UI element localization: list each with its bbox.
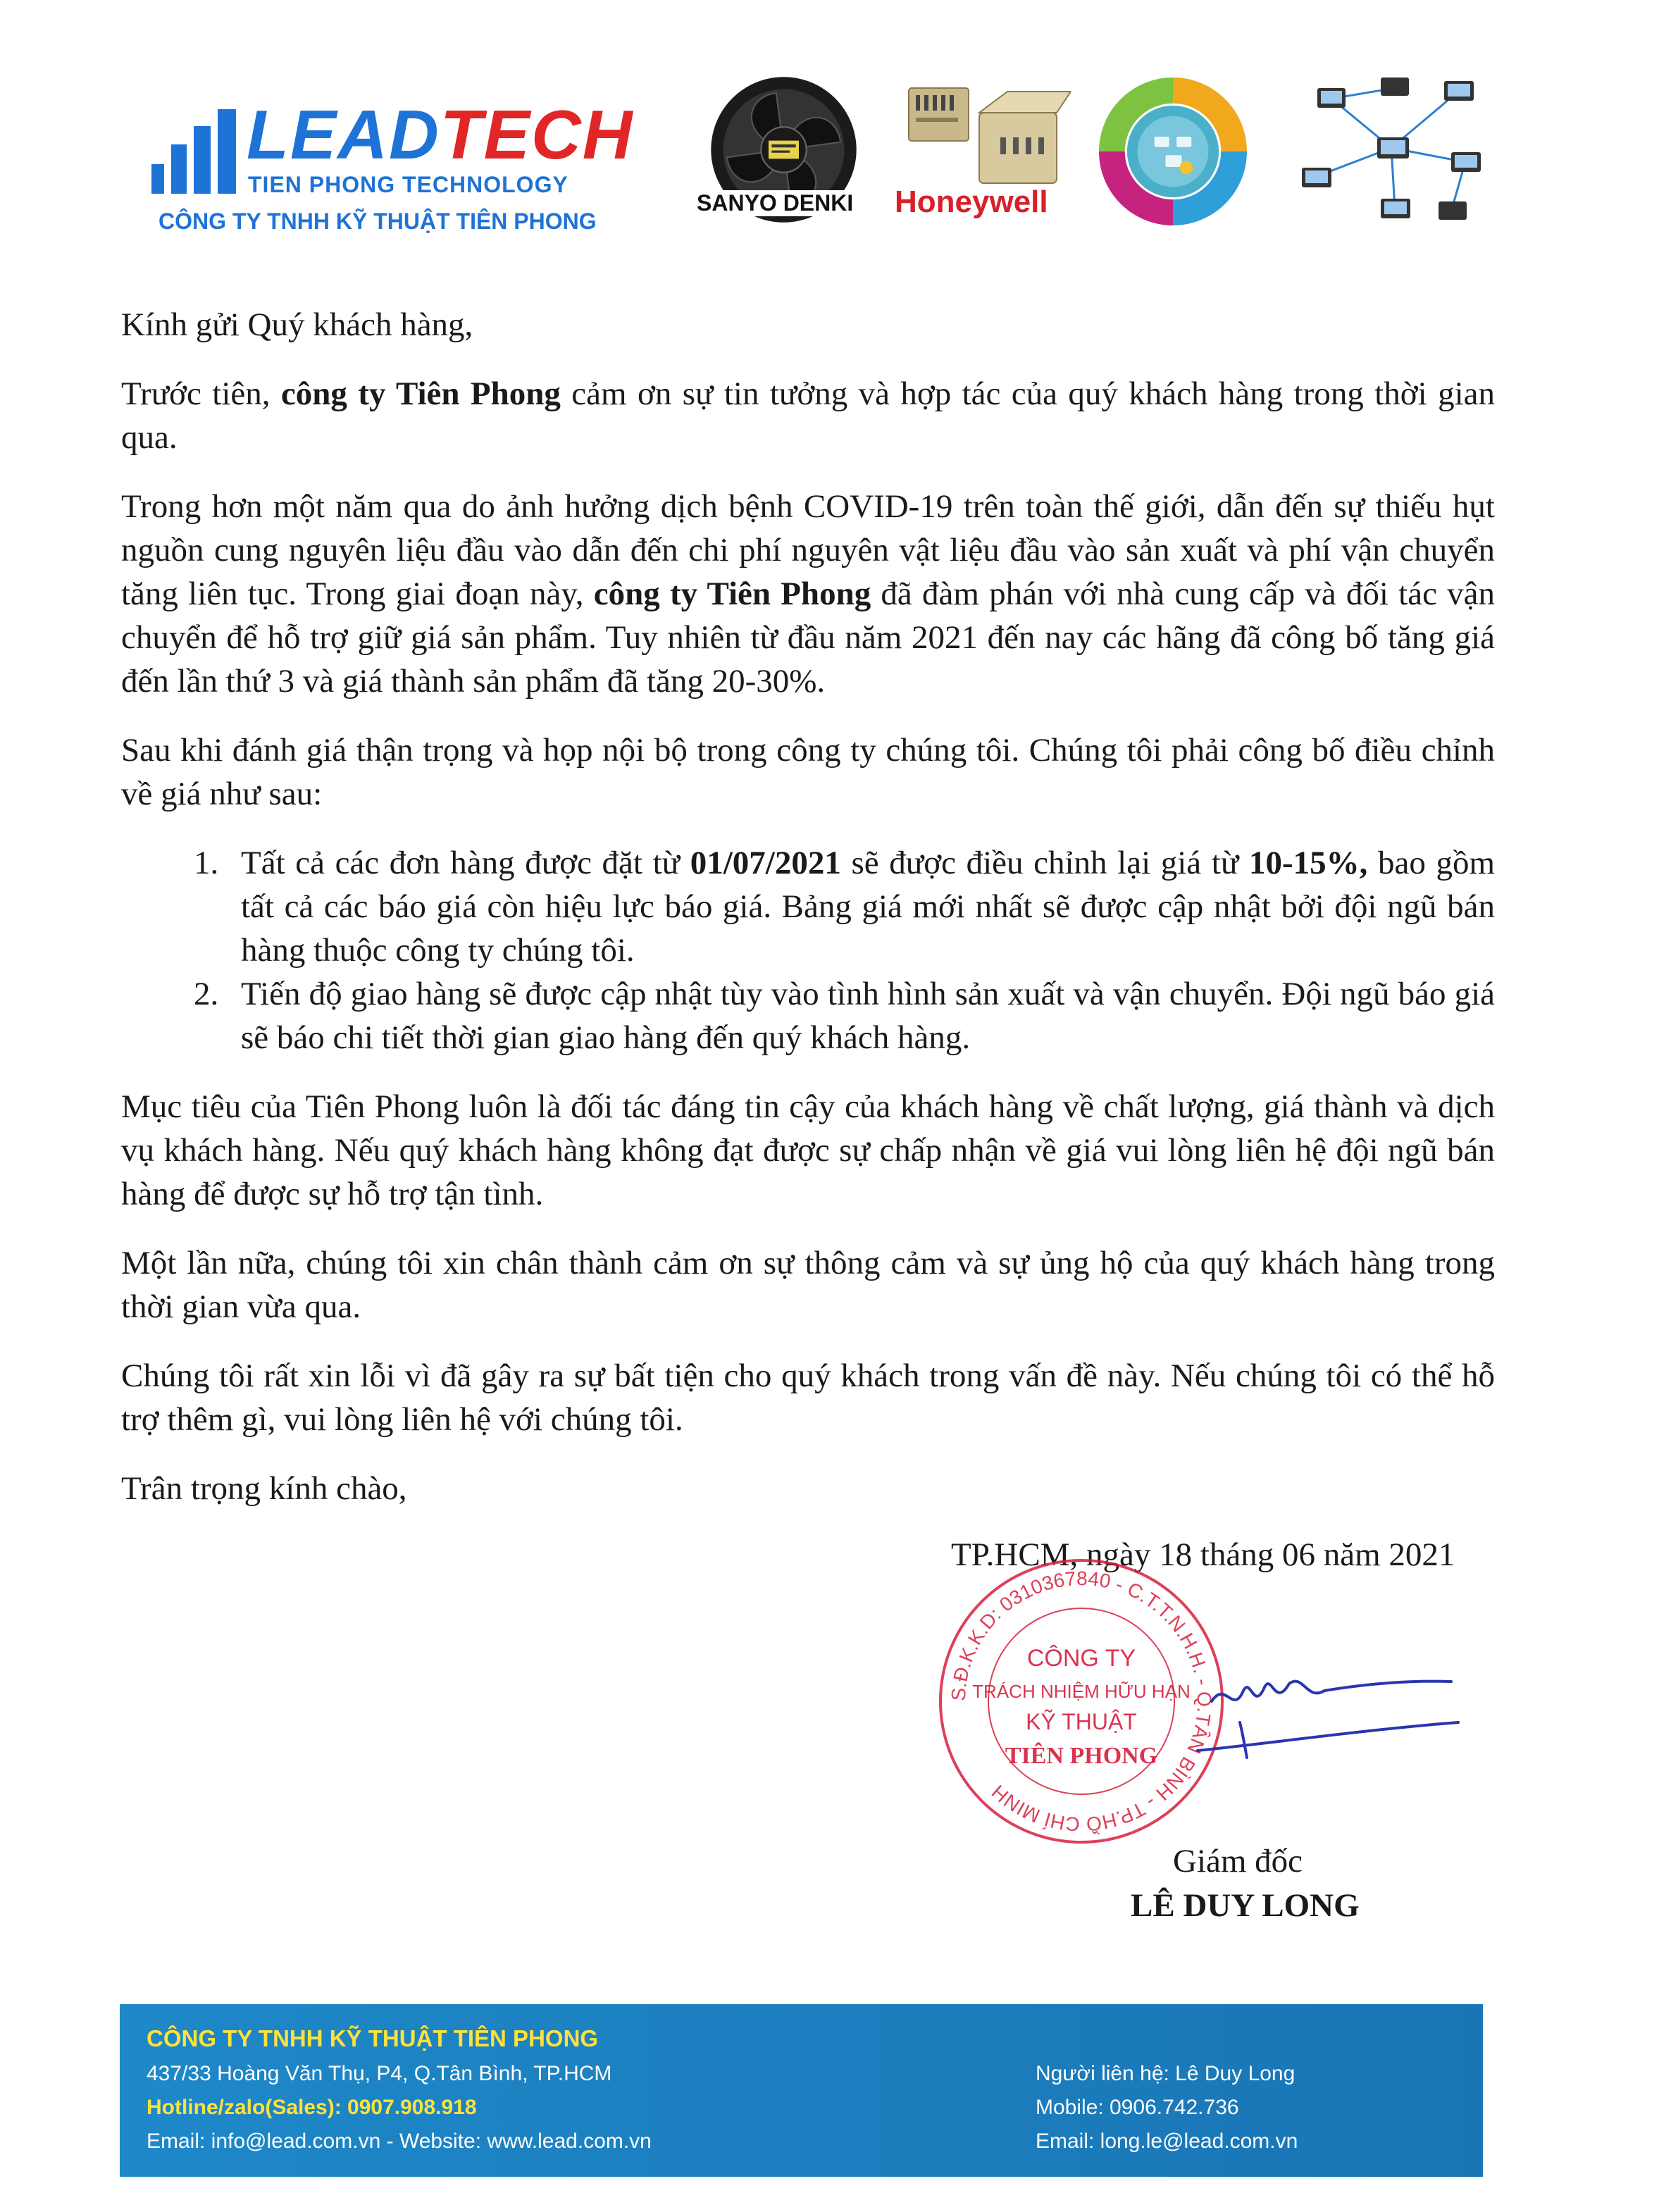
letter-body — [121, 303, 1495, 1536]
paragraph-goal: Mục tiêu của Tiên Phong luôn là đối tác đáng tin cậy của khách hàng về chất lượng, giá thành và dịch vụ khách hàng. Nếu quý khách hàng không đạt được sự chấp nhận về giá vui lòng liên hệ đội ngũ bán hàng để được sự hỗ trợ tận tình. — [121, 1088, 1495, 1212]
list-item: 2. Tiến độ giao hàng sẽ được cập nhật tùy vào tình hình sản xuất và vận chuyển. Đội ngũ báo giá sẽ báo chi tiết thời gian giao hàng đến quý khách hàng. — [227, 972, 1495, 1060]
footer-contact-bar — [120, 2004, 1483, 2177]
company-name-bold: công ty Tiên Phong — [280, 375, 561, 412]
paragraph-covid — [121, 485, 1495, 703]
price-adjustment-list — [121, 841, 1495, 1060]
list-item — [227, 841, 1495, 972]
closing: Trân trọng kính chào, — [121, 1470, 407, 1507]
salutation: Kính gửi Quý khách hàng, — [121, 306, 473, 343]
sanyo-denki-label: SANYO DENKI — [694, 190, 856, 216]
list-item-text: sẽ được điều chỉnh lại giá từ — [840, 845, 1249, 881]
network-diagram-icon — [1289, 70, 1493, 225]
signer-role: Giám đốc — [1173, 1843, 1303, 1879]
price-increase-percent: 10-15%, — [1248, 845, 1368, 881]
list-item-text: Tất cả các đơn hàng được đặt từ — [241, 845, 690, 881]
stamp-line-2: TRÁCH NHIỆM HỮU HẠN — [972, 1681, 1191, 1702]
paragraph-announcement: Sau khi đánh giá thận trọng và họp nội bộ trong công ty chúng tôi. Chúng tôi phải công bố điều chỉnh về giá như sau: — [121, 732, 1495, 812]
paragraph-thanks: Một lần nữa, chúng tôi xin chân thành cảm ơn sự thông cảm và sự ủng hộ của quý khách hàng trong thời gian vừa qua. — [121, 1245, 1495, 1325]
logo-prefix: LEAD — [247, 96, 440, 173]
honeywell-label: Honeywell — [895, 185, 1048, 219]
company-name-bold: công ty Tiên Phong — [593, 576, 871, 612]
list-item-text: bao gồm tất cả các báo giá còn hiệu lực báo giá. Bảng giá mới nhất sẽ được cập nhật bởi đội ngũ bán hàng thuộc công ty chúng tôi. — [241, 845, 1496, 969]
date-line: TP.HCM, ngày 18 tháng 06 năm 2021 — [951, 1536, 1455, 1573]
logo-suffix: TECH — [440, 96, 634, 173]
paragraph-text: đã đàm phán với nhà cung cấp và đối tác vận chuyển để hỗ trợ giữ giá sản phẩm. Tuy nhiên từ đầu năm 2021 đến nay các hãng đã công bố tăng giá đến lần thứ 3 và giá thành sản phẩm đã tăng 20-30%. — [121, 576, 1496, 700]
footer-email-website: Email: info@lead.com.vn - Website: www.lead.com.vn — [147, 2130, 652, 2153]
paragraph-intro — [121, 372, 1495, 459]
footer-company-name: CÔNG TY TNHH KỸ THUẬT TIÊN PHONG — [147, 2025, 599, 2051]
logo-company-name: CÔNG TY TNHH KỸ THUẬT TIÊN PHONG — [159, 209, 597, 234]
paragraph-text: Trong hơn một năm qua do ảnh hưởng dịch bệnh COVID-19 trên toàn thế giới, dẫn đến sự thiếu hụt nguồn cung nguyên liệu đầu vào dẫn đến chi phí nguyên vật liệu đầu vào sản xuất và phí vận chuyển tăng liên tục. Trong giai đoạn này, — [121, 488, 1495, 612]
stamp-line-3: KỸ THUẬT — [1026, 1709, 1137, 1734]
effective-date: 01/07/2021 — [690, 845, 841, 881]
stamp-ring-text: S.Đ.K.K.D: 0310367840 - C.T.T.N.H.H. - Q.TÂN BÌNH - TP.HỒ CHÍ MINH — [947, 1567, 1216, 1836]
logo-tagline: TIEN PHONG TECHNOLOGY — [248, 172, 568, 197]
iot-cycle-icon — [1099, 77, 1247, 225]
signer-name: LÊ DUY LONG — [1131, 1887, 1360, 1924]
stamp-line-1: CÔNG TY — [1026, 1645, 1136, 1672]
footer-hotline: Hotline/zalo(Sales): 0907.908.918 — [147, 2096, 477, 2119]
footer-contact-person: Người liên hệ: Lê Duy Long — [1036, 2062, 1295, 2085]
paragraph-text: cảm ơn sự tin tưởng và hợp tác của quý khách hàng trong thời gian qua. — [121, 375, 1495, 456]
paragraph-apology: Chúng tôi rất xin lỗi vì đã gây ra sự bất tiện cho quý khách trong vấn đề này. Nếu chúng tôi có thể hỗ trợ thêm gì, vui lòng liên hệ với chúng tôi. — [121, 1357, 1495, 1438]
leadtech-logo-bars-icon — [151, 109, 236, 194]
stamp-line-4: TIÊN PHONG — [1005, 1743, 1158, 1769]
handwritten-signature — [1183, 1652, 1465, 1793]
leadtech-logo — [247, 96, 634, 173]
footer-address: 437/33 Hoàng Văn Thụ, P4, Q.Tân Bình, TP.HCM — [147, 2062, 612, 2085]
footer-mobile: Mobile: 0906.742.736 — [1036, 2096, 1239, 2119]
paragraph-text: Trước tiên, — [121, 375, 281, 412]
footer-email: Email: long.le@lead.com.vn — [1036, 2130, 1298, 2153]
